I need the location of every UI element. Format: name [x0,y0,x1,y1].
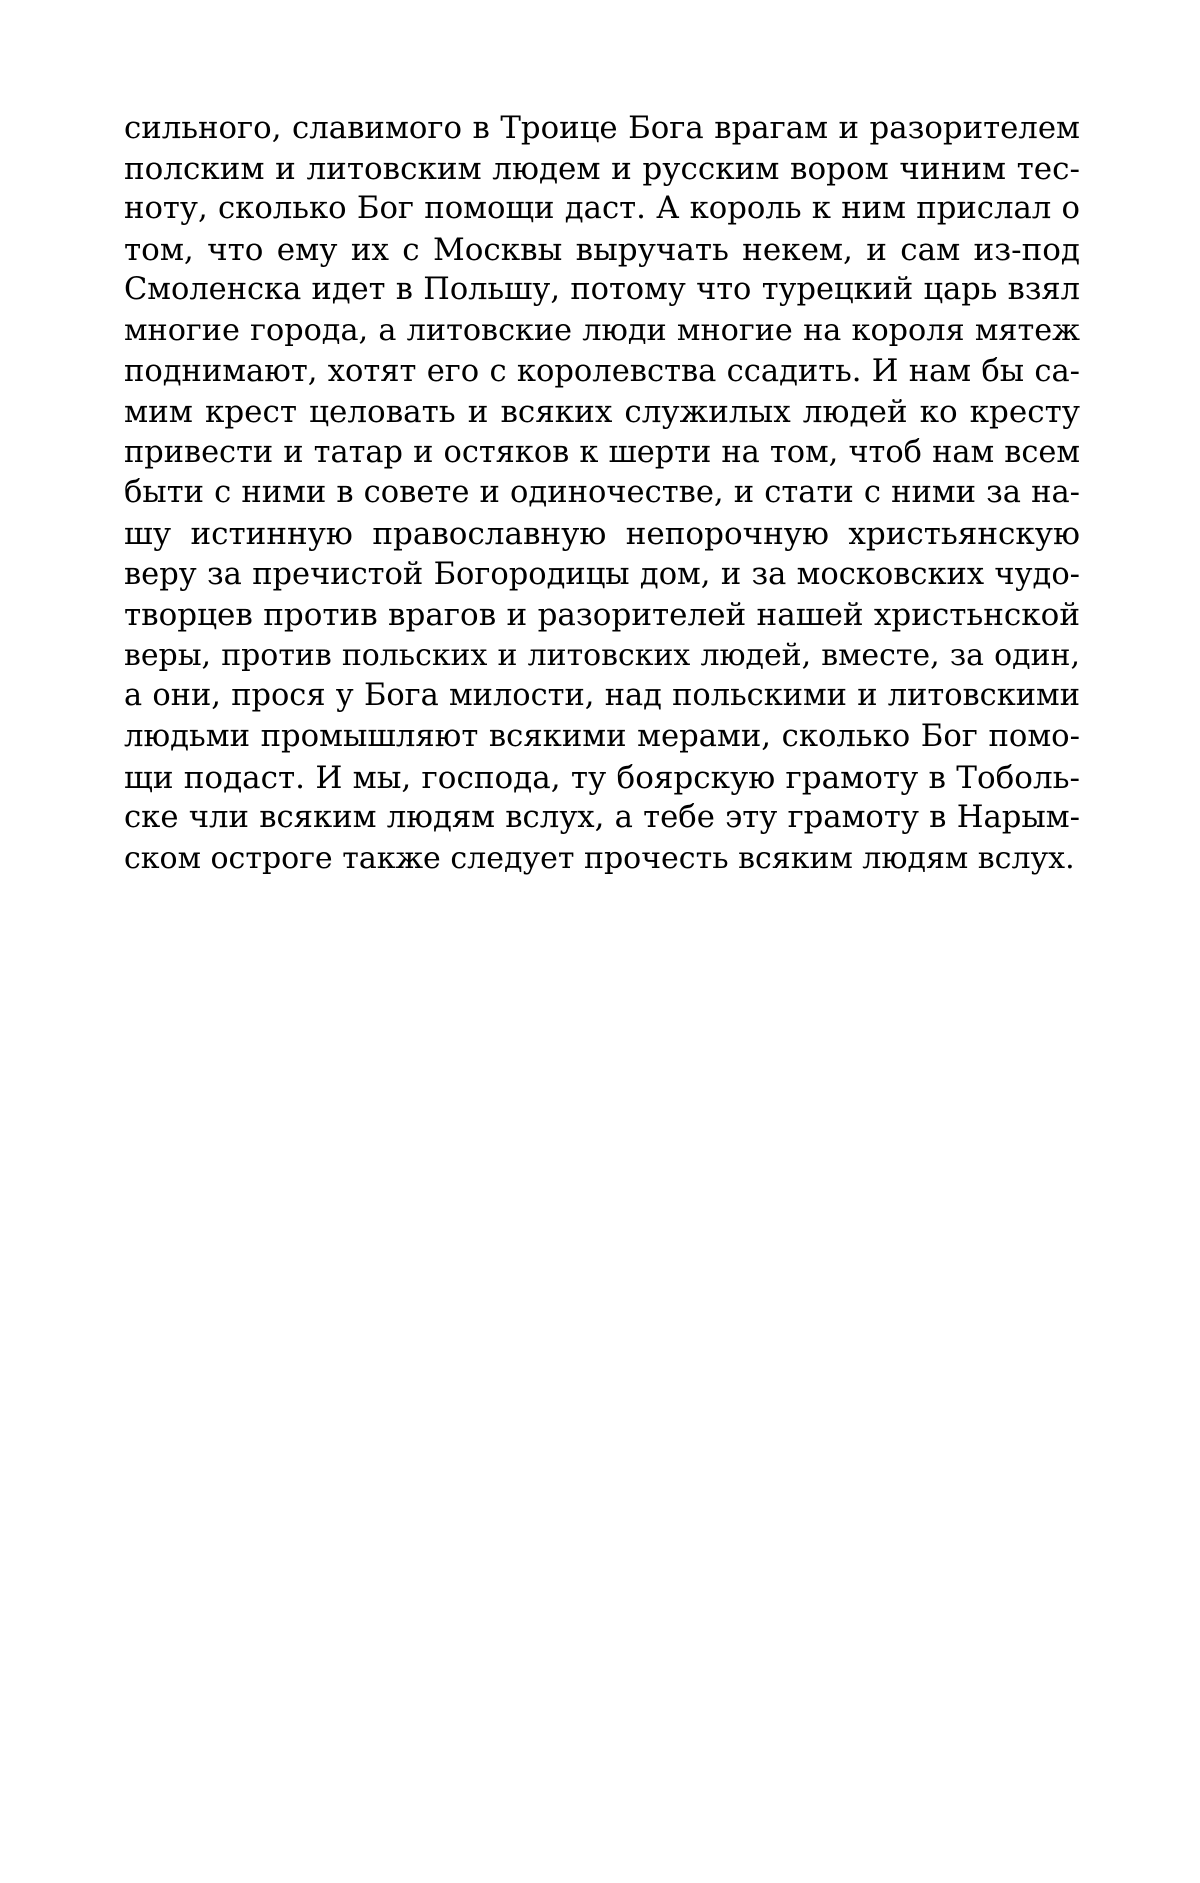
text-line-10: быти с ними в совете и одиночестве, и стати с ними за на- [124,475,1080,511]
body-text [124,108,1080,879]
text-line-19: ском остроге также следует прочесть всяким людям вслух. [124,840,1075,876]
text-line-12: веру за пречистой Богородицы дом, и за московских чудо- [124,556,1080,592]
text-line-1: сильного, славимого в Троице Бога врагам и разорителем [124,110,1080,146]
text-line-4: том, что ему их с Москвы выручать некем, и сам из-под [124,231,1080,268]
text-line-18: ске чли всяким людям вслух, а тебе эту грамоту в Нарым- [124,800,1080,836]
text-line-14: веры, против польских и литовских людей, вместе, за один, [124,637,1080,673]
text-line-15: а они, прося у Бога милости, над польскими и литовскими [124,678,1080,714]
text-line-13: творцев против врагов и разорителей нашей христьнской [124,597,1080,634]
text-line-3: ноту, сколько Бог помощи даст. А король к ним прислал о [124,191,1080,227]
text-line-2: полским и литовским людем и русским вором чиним тес- [124,150,1080,187]
text-line-6: многие города, а литовские люди многие на короля мятеж [124,312,1080,348]
text-line-5: Смоленска идет в Польшу, потому что турецкий царь взял [124,272,1080,308]
text-line-9: привести и татар и остяков к шерти на том, чтоб нам всем [124,434,1080,470]
text-line-16: людьми промышляют всякими мерами, сколько Бог помо- [124,718,1080,754]
text-line-17: щи подаст. И мы, господа, ту боярскую грамоту в Тоболь- [124,759,1080,796]
text-line-7: поднимают, хотят его с королевства ссадить. И нам бы са- [124,353,1080,389]
text-line-11: шу истинную православную непорочную христьянскую [124,515,1080,552]
text-line-8: мим крест целовать и всяких служилых людей ко кресту [124,394,1080,431]
